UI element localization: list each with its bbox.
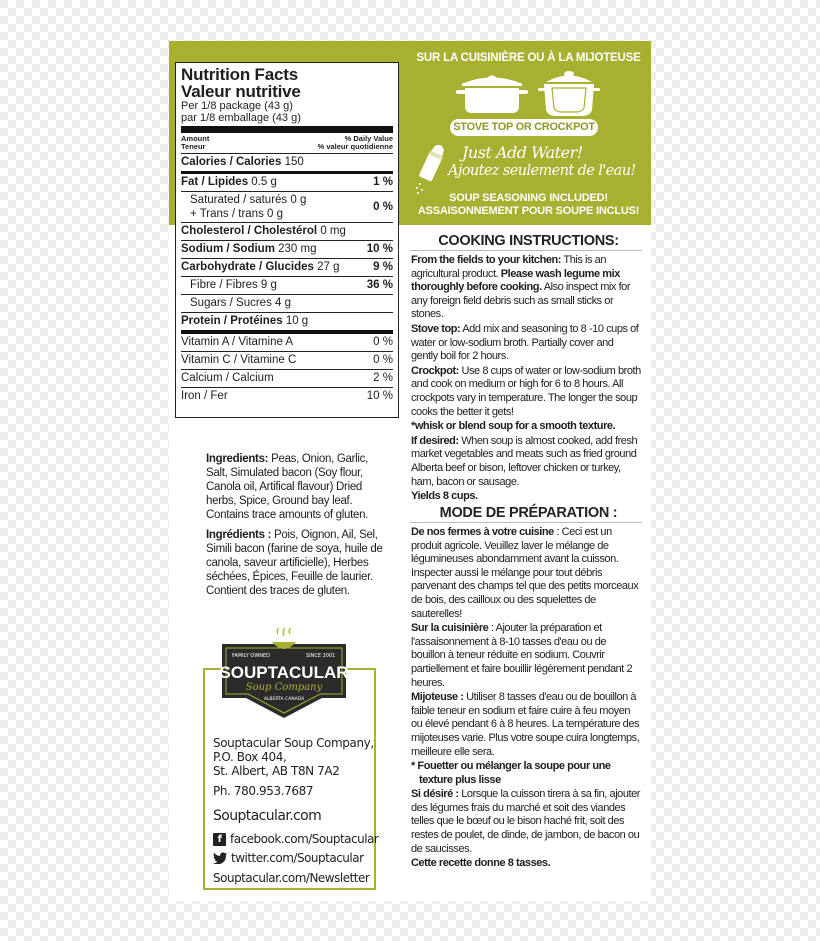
fibre-row (181, 276, 393, 294)
vitamin-a-pct: 0 % (373, 336, 393, 348)
ingredients-fr-text: Pois, Oignon, Ail, Sel, Simili bacon (farine de soya, huile de canola, saveur artificielle), Herbes séchées, Épices, Feuille de laurier. Contient des traces de gluten. (206, 529, 383, 597)
salt-shaker-icon (414, 140, 446, 196)
since-text: SINCE 2001 (306, 653, 336, 659)
instr-fields-label: From the fields to your kitchen: (411, 254, 562, 266)
sugars-row (181, 294, 393, 312)
serving-size-fr: par 1/8 emballage (43 g) (181, 112, 301, 124)
vitamin-c-row (181, 351, 393, 369)
teneur-label: Teneur (181, 142, 206, 151)
instr-para-2 (411, 323, 641, 364)
phone-number: Ph. 780.953.7687 (213, 784, 314, 798)
crockpot-icon (538, 71, 600, 116)
fibre-pct: 36 % (366, 279, 393, 291)
sodium-value: 230 mg (278, 243, 317, 255)
calcium-pct: 2 % (373, 372, 393, 384)
twitter-text: twitter.com/Souptacular (231, 851, 364, 865)
calcium-label: Calcium / Calcium (181, 372, 274, 384)
instr-stove-text: Add mix and seasoning to 8 -10 cups of water or low-sodium broth. Partially cover and gently boil for 2 hours. (411, 322, 639, 363)
iron-row (181, 387, 393, 405)
ingredients-block (206, 452, 384, 604)
cooking-instructions-heading: COOKING INSTRUCTIONS: (438, 233, 619, 249)
fat-row (181, 171, 393, 191)
twitter-icon (213, 852, 227, 864)
fibre-label: Fibre / Fibres 9 g (190, 279, 277, 291)
instr-inspect-text: Also inspect mix for any foreign field debris such as small sticks or stones. (411, 281, 631, 321)
iron-pct: 10 % (366, 390, 393, 402)
nutrition-facts-table (175, 62, 399, 418)
instr-wash-text: Please wash legume mix thoroughly before cooking. (411, 267, 620, 294)
protein-value: 10 g (285, 315, 309, 327)
prep-mijoteuse-label: Mijoteuse : (411, 691, 464, 704)
heading-rule (410, 250, 642, 251)
prep-para-4 (411, 760, 641, 787)
protein-label: Protein / Protéines (181, 315, 283, 327)
cholesterol-row (181, 222, 393, 240)
iron-label: Iron / Fer (181, 390, 228, 402)
company-address (213, 736, 374, 798)
daily-value-label: % Daily Value (344, 134, 393, 143)
brand-text: SOUPTACULAR (219, 663, 349, 682)
preparation-fr (411, 526, 641, 872)
prep-mijoteuse-text: Utiliser 8 tasses d'eau ou de bouillon à faible teneur en sodium et faire cuire à feu moyen ou élevé pendant 6 à 8 heures. La température des mijoteuses varie. Plus votre soupe cuira longtemps, meilleure elle sera. (411, 691, 640, 758)
valeur-quotidienne-label: % valeur quotidienne (317, 142, 393, 151)
instr-para-4 (411, 420, 641, 434)
address-line-2: P.O. Box 404, (213, 750, 287, 764)
ingredients-fr-label: Ingrédients : (206, 529, 272, 541)
carbohydrate-row (181, 258, 393, 276)
nutrition-title-en: Nutrition Facts (181, 65, 298, 84)
sodium-row (181, 240, 393, 258)
carbohydrate-value: 27 g (317, 261, 340, 273)
ingredients-en-label: Ingredients: (206, 453, 269, 465)
fat-pct: 1 % (373, 176, 393, 188)
facebook-text: facebook.com/Souptacular (230, 832, 379, 846)
calories-label: Calories / Calories (181, 156, 282, 168)
cholesterol-value: 0 mg (320, 225, 346, 237)
instr-para-1 (411, 254, 641, 322)
instr-crockpot-text: Use 8 cups of water or low-sodium broth and cook on medium or high for 6 to 8 hours. All crockpots vary in temperature. The longer the soup cooks the better it gets! (411, 364, 641, 418)
serving-size-en: Per 1/8 package (43 g) (181, 100, 293, 112)
instr-desired-label: If desired: (411, 434, 459, 447)
vitamin-a-row (181, 334, 393, 351)
saturated-label: Saturated / saturés 0 g (190, 194, 307, 206)
protein-row (181, 312, 393, 330)
vitamin-c-label: Vitamin C / Vitamine C (181, 354, 297, 366)
ingredients-en-text: Peas, Onion, Garlic, Salt, Simulated bacon (Soy flour, Canola oil, Artifical flavour) Dried herbs, Spice, Ground bay leaf. Contains trace amounts of gluten. (206, 453, 369, 521)
fat-label: Fat / Lipides (181, 176, 249, 188)
carbohydrate-label: Carbohydrate / Glucides (181, 261, 314, 273)
facebook-icon: f (213, 833, 226, 846)
prep-para-3 (411, 691, 641, 759)
instr-para-6 (411, 490, 641, 504)
saturated-row (181, 191, 393, 222)
prep-fermes-text: : Ceci est un produit agricole. Veuillez laver le mélange de légumineuses abondamment avant la cuisson. Inspecter aussi le mélange pour tout débris parvenant des champs tel que des petits morceaux de bois, des cailloux ou des squelettes de sauterelles! (411, 526, 639, 620)
tagline-text: Soup Company (245, 682, 323, 693)
instr-fields-text: This is an agricultural product. (411, 254, 606, 280)
address-line-1: Souptacular Soup Company, (213, 736, 374, 750)
newsletter-text: Souptacular.com/Newsletter (213, 871, 370, 885)
prep-desire-text: Lorsque la cuisson tirera à sa fin, ajouter des légumes frais du marché et soit des viandes telles que le bœuf ou le bison haché frit, soit des restes de poulet, de dinde, de jambon, de bacon ou de saucisses. (411, 788, 641, 855)
instr-desired-text: When soup is almost cooked, add fresh market vegetables and meats such as fried ground Alberta beef or bison, leftover chicken or turkey, ham, bacon or sausage. (411, 434, 638, 488)
souptacular-logo (212, 628, 356, 720)
pot-icon (456, 76, 528, 114)
vitamin-c-pct: 0 % (373, 354, 393, 366)
ingredients-en (206, 452, 384, 522)
prep-fouetter-text: * Fouetter ou mélanger la soupe pour une texture plus lisse (411, 760, 611, 786)
website[interactable]: Souptacular.com (213, 808, 322, 824)
stove-crockpot-fr: SUR LA CUISINIÈRE OU À LA MIJOTEUSE (416, 52, 641, 64)
ingredients-fr (206, 528, 384, 598)
ajoutez-eau-text: Ajoutez seulement de l'eau! (448, 163, 636, 179)
prep-fermes-label: De nos fermes à votre cuisine (411, 526, 554, 538)
prep-para-2 (411, 622, 641, 690)
cholesterol-label: Cholesterol / Cholestérol (181, 225, 318, 237)
instr-yields-text: Yields 8 cups. (411, 490, 478, 503)
just-add-water-text: Just Add Water! (462, 143, 583, 162)
prep-cuisiniere-label: Sur la cuisinière (411, 622, 489, 635)
vitamin-a-label: Vitamin A / Vitamine A (181, 336, 294, 348)
instr-crockpot-label: Crockpot: (411, 364, 459, 377)
fat-value: 0.5 g (251, 176, 277, 188)
carbohydrate-pct: 9 % (373, 261, 393, 273)
address-line-3: St. Albert, AB T8N 7A2 (213, 764, 340, 778)
instr-stove-label: Stove top: (411, 322, 461, 335)
thick-rule (181, 126, 393, 133)
trans-label: + Trans / trans 0 g (190, 208, 284, 220)
newsletter-link[interactable] (213, 871, 369, 885)
instr-para-5 (411, 435, 641, 489)
prep-para-1 (411, 526, 641, 621)
prep-desire-label: Si désiré : (411, 788, 459, 801)
instr-para-3 (411, 365, 641, 419)
nutrition-title-fr: Valeur nutritive (181, 82, 301, 101)
location-text: ALBERTA CANADA (263, 697, 305, 702)
heading-rule-fr (410, 522, 642, 523)
amount-label: Amount (181, 134, 210, 143)
nutrition-column-header (181, 133, 393, 153)
calories-row (181, 153, 393, 171)
pots-illustration (456, 66, 606, 118)
stove-top-crockpot-pill: STOVE TOP OR CROCKPOT (450, 119, 598, 136)
prep-donne-text: Cette recette donne 8 tasses. (411, 857, 551, 870)
twitter-link[interactable] (213, 851, 364, 865)
sugars-label: Sugars / Sucres 4 g (190, 297, 291, 309)
sodium-label: Sodium / Sodium (181, 243, 275, 255)
preparation-heading: MODE DE PRÉPARATION : (439, 505, 618, 521)
facebook-link[interactable] (213, 832, 378, 846)
prep-cuisiniere-text: : Ajouter la préparation et l'assaisonnement à 8-10 tasses d'eau ou de bouillon à teneur réduite en sodium. Couvrir partiellement et faire bouillir légèrement pendant 2 heures. (411, 622, 633, 689)
cooking-instructions-en (411, 254, 641, 505)
sodium-pct: 10 % (366, 243, 393, 255)
prep-para-5 (411, 788, 641, 856)
calcium-row (181, 369, 393, 387)
seasoning-fr: ASSAISONNEMENT POUR SOUPE INCLUS! (417, 205, 640, 217)
saturated-pct: 0 % (373, 201, 393, 213)
seasoning-included (406, 192, 651, 218)
instr-whisk-text: *whisk or blend soup for a smooth texture. (411, 420, 616, 433)
calories-value: 150 (284, 156, 304, 168)
family-owned-text: FAMILY OWNED (232, 653, 271, 659)
prep-para-6 (411, 857, 641, 871)
seasoning-en: SOUP SEASONING INCLUDED! (449, 192, 608, 204)
